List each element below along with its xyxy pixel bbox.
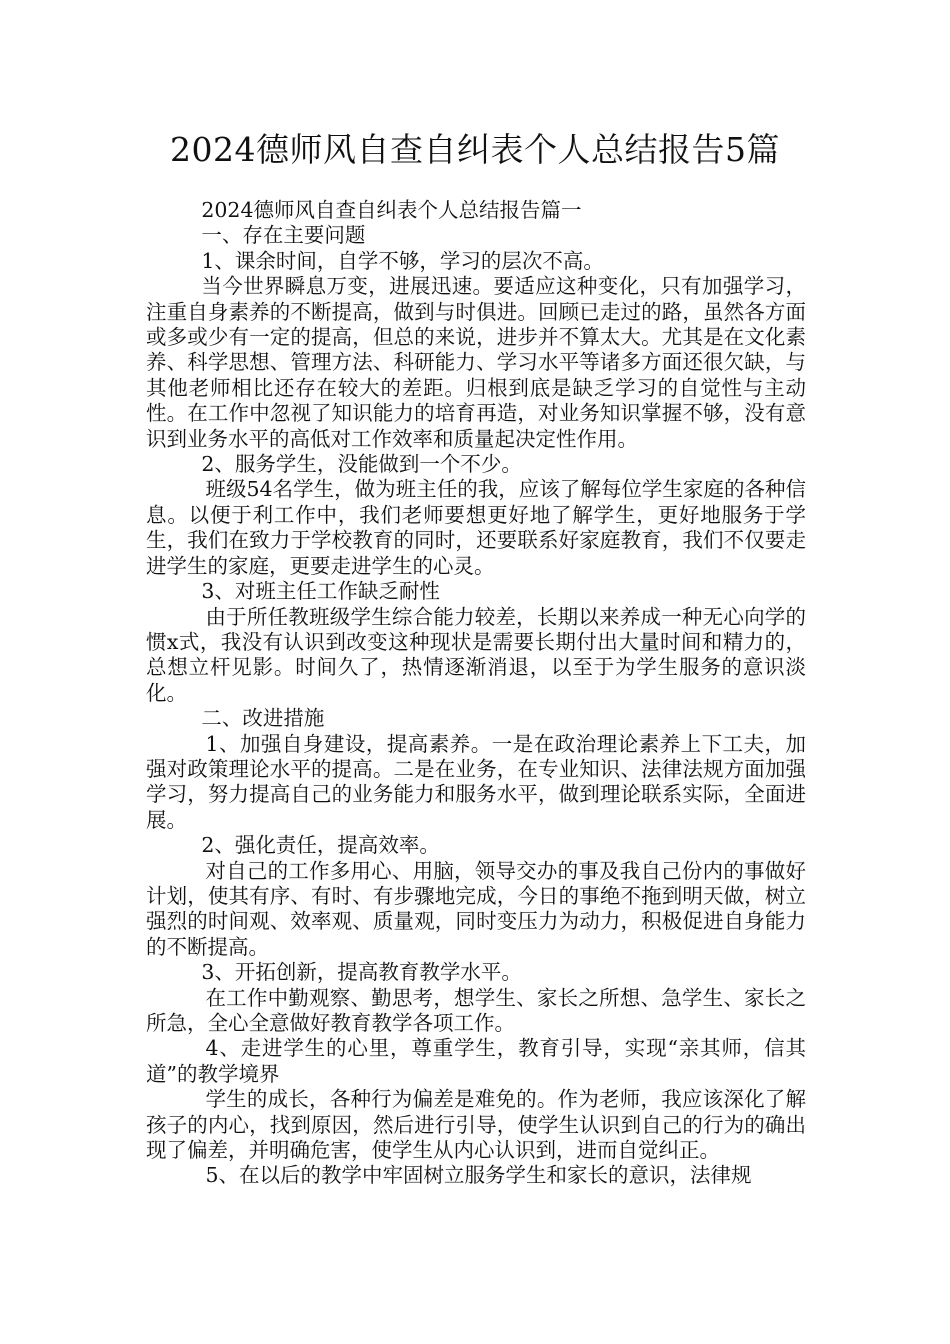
paragraph: 由于所任教班级学生综合能力较差，长期以来养成一种无心向学的惯x式，我没有认识到改变这种现状是需要长期付出大量时间和精力的，总想立杆见影。时间久了，热情逐渐消退，以至于为学生服务的意识淡化。 [146, 604, 806, 705]
paragraph: 学生的成长，各种行为偏差是难免的。作为老师，我应该深化了解孩子的内心，找到原因，然后进行引导，使学生认识到自己的行为的确出现了偏差，并明确危害，使学生从内心认识到，进而自觉纠正。 [146, 1087, 806, 1163]
paragraph: 5、在以后的教学中牢固树立服务学生和家长的意识，法律规 [205, 1163, 752, 1188]
paragraph: 1、加强自身建设，提高素养。一是在政治理论素养上下工夫，加强对政策理论水平的提高。二是在业务，在专业知识、法律法规方面加强学习，努力提高自己的业务能力和服务水平，做到理论联系实际，全面进展。 [146, 731, 806, 832]
document-title: 2024德师风自查自纠表个人总结报告5篇 [170, 130, 780, 169]
paragraph: 对自己的工作多用心、用脑，领导交办的事及我自己份内的事做好计划，使其有序、有时、有步骤地完成，今日的事绝不拖到明天做，树立强烈的时间观、效率观、质量观，同时变压力为动力，积极促进自身能力的不断提高。 [146, 858, 806, 959]
item-heading: 3、对班主任工作缺乏耐性 [201, 579, 440, 604]
paragraph: 班级54名学生，做为班主任的我，应该了解每位学生家庭的各种信息。以便于利工作中，我们老师要想更好地了解学生，更好地服务于学生，我们在致力于学校教育的同时，还要联系好家庭教育，我们不仅要走进学生的家庭，更要走进学生的心灵。 [146, 477, 806, 578]
section-heading: 2024德师风自查自纠表个人总结报告篇一 [201, 198, 582, 222]
document-body [146, 198, 806, 1189]
item-heading: 2、强化责任，提高效率。 [201, 833, 440, 858]
part-heading: 一、存在主要问题 [201, 223, 366, 248]
paragraph: 在工作中勤观察、勤思考，想学生、家长之所想、急学生、家长之所急，全心全意做好教育教学各项工作。 [146, 985, 806, 1035]
paragraph: 当今世界瞬息万变，进展迅速。要适应这种变化，只有加强学习，注重自身素养的不断提高，做到与时俱进。回顾已走过的路，虽然各方面或多或少有一定的提高，但总的来说，进步并不算太大。尤其是在文化素养、科学思想、管理方法、科研能力、学习水平等诸多方面还很欠缺，与其他老师相比还存在较大的差距。归根到底是缺乏学习的自觉性与主动性。在工作中忽视了知识能力的培育再造，对业务知识掌握不够，没有意识到业务水平的高低对工作效率和质量起决定性作用。 [146, 274, 806, 451]
part-heading: 二、改进措施 [201, 706, 325, 731]
paragraph: 4、走进学生的心里，尊重学生，教育引导，实现“亲其师，信其道”的教学境界 [146, 1036, 806, 1086]
item-heading: 3、开拓创新，提高教育教学水平。 [201, 960, 522, 985]
item-heading: 2、服务学生，没能做到一个不少。 [201, 452, 522, 477]
item-heading: 1、课余时间，自学不够，学习的层次不高。 [201, 248, 604, 273]
